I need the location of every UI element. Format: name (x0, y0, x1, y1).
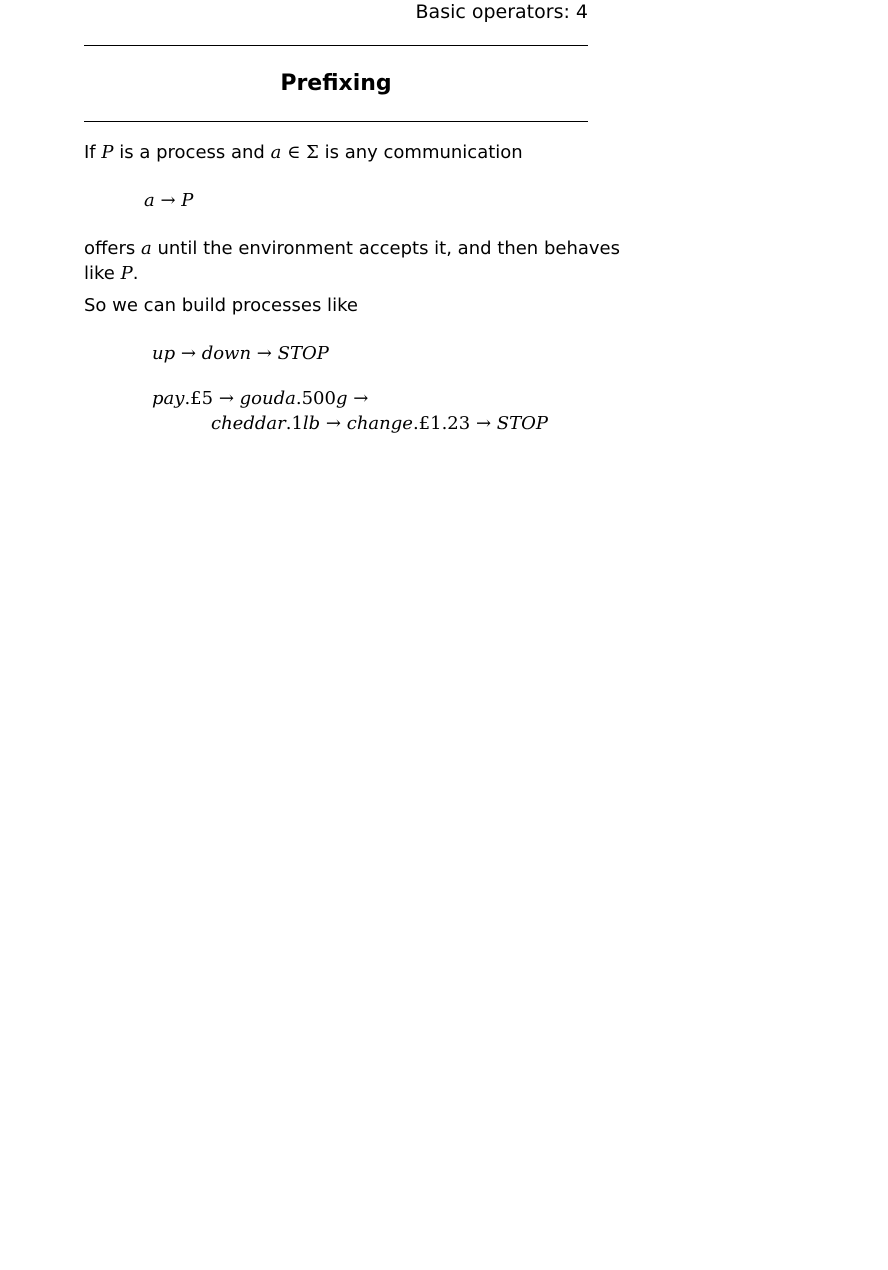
math-in-symbol: ∈ (287, 142, 301, 163)
event-down: down (201, 343, 252, 364)
arrow-symbol: → (218, 388, 234, 409)
paragraph-offers-line2 (84, 261, 138, 287)
arrow-symbol: → (325, 413, 342, 434)
math-sigma: Σ (306, 142, 319, 163)
page-header-label: Basic operators: 4 (415, 1, 588, 23)
text-is-process: is a process and (119, 142, 265, 163)
cheddar-unit: lb (302, 413, 321, 434)
math-var-a: a (144, 190, 155, 211)
math-var-p: P (120, 263, 133, 284)
gouda-quantity: .500 (295, 388, 336, 409)
display-prefix-formula (144, 188, 193, 214)
text-offers: offers (84, 238, 136, 259)
math-var-a: a (141, 238, 152, 259)
event-gouda: gouda (239, 388, 296, 409)
arrow-symbol: → (475, 413, 492, 434)
math-var-a: a (270, 142, 282, 163)
display-up-down-stop (152, 341, 329, 367)
text-if: If (84, 142, 96, 163)
text-period: . (132, 263, 139, 284)
event-up: up (152, 343, 176, 364)
event-pay: pay (152, 388, 185, 409)
process-stop: STOP (496, 413, 548, 434)
gouda-unit: g (335, 388, 348, 409)
display-shop-line1 (152, 386, 368, 412)
text-until-environment: until the environment accepts it, and then behaves (157, 238, 620, 259)
paragraph-build-processes: So we can build processes like (84, 295, 358, 316)
math-var-p: P (181, 190, 194, 211)
paragraph-offers-line1 (84, 236, 620, 262)
text-any-communication: is any communication (324, 142, 523, 163)
event-change: change (346, 413, 413, 434)
top-rule (84, 45, 588, 46)
change-amount: .£1.23 (412, 413, 471, 434)
arrow-symbol: → (160, 190, 176, 211)
cheddar-quantity: .1 (285, 413, 303, 434)
arrow-symbol: → (353, 388, 369, 409)
display-shop-line2 (211, 411, 548, 437)
bottom-rule (84, 121, 588, 122)
pay-amount: .£5 (184, 388, 214, 409)
paragraph-definition (84, 140, 523, 166)
process-stop: STOP (277, 343, 329, 364)
slide-title: Prefixing (280, 71, 392, 96)
math-var-p: P (101, 142, 114, 163)
arrow-symbol: → (256, 343, 272, 364)
text-like: like (84, 263, 115, 284)
event-cheddar: cheddar (211, 413, 286, 434)
arrow-symbol: → (180, 343, 196, 364)
